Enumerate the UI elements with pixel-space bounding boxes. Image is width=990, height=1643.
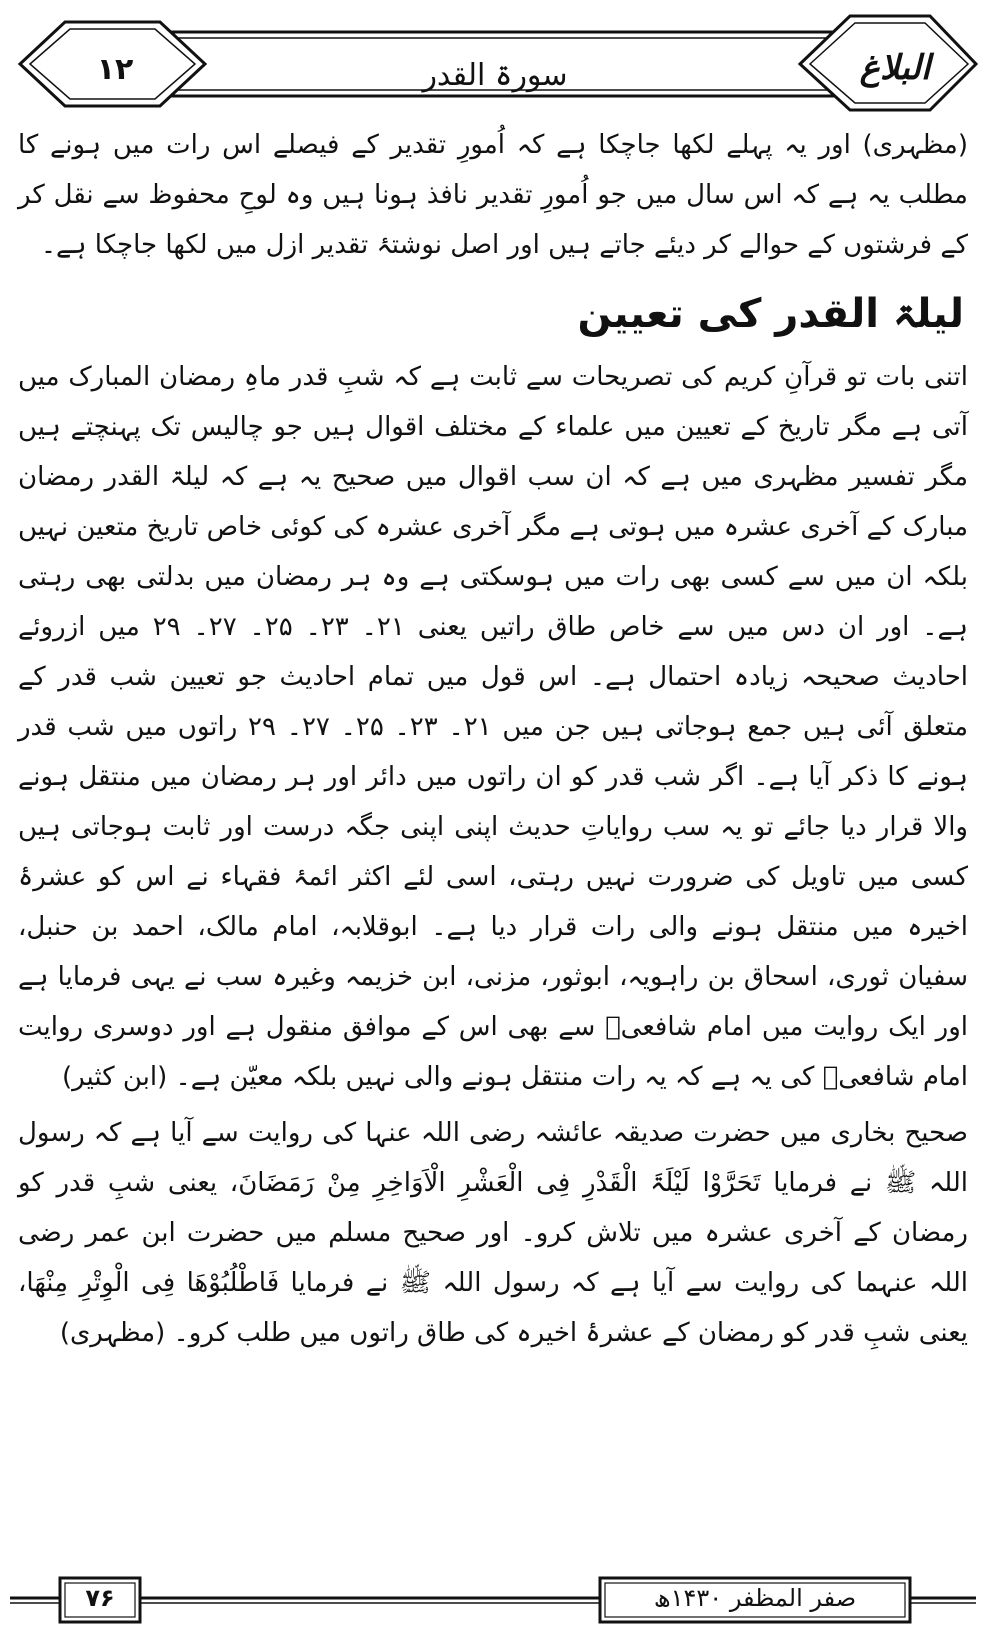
main-paragraph: اتنی بات تو قرآنِ کریم کی تصریحات سے ثابت ہے کہ شبِ قدر ماہِ رمضان المبارک میں آتی ہے مگر تاریخ کے تعیین میں علماء کے مختلف اقوال ہیں جو چالیس تک پہنچتے ہیں مگر تفسیر مظہری میں ہے کہ ان سب اقوال میں صحیح یہ ہے کہ لیلۃ القدر رمضان مبارک کے آخری عشرہ میں ہوتی ہے مگر آخری عشرہ کی کوئی خاص تاریخ متعین نہیں بلکہ ان میں سے کسی بھی رات میں ہوسکتی ہے وہ ہر رمضان میں بدلتی بھی رہتی ہے۔ اور ان دس میں سے خاص طاق راتیں یعنی ۲۱۔ ۲۳۔ ۲۵۔ ۲۷۔ ۲۹ میں ازروئے احادیث صحیحہ زیادہ احتمال ہے۔ اس قول میں تمام احادیث جو تعیین شب قدر کے متعلق آئی ہیں جمع ہوجاتی ہیں جن میں ۲۱۔ ۲۳۔ ۲۵۔ ۲۷۔ ۲۹ راتوں میں شب قدر ہونے کا ذکر آیا ہے۔ اگر شب قدر کو ان راتوں میں دائر اور ہر رمضان میں منتقل ہونے والا قرار دیا جائے تو یہ سب روایاتِ حدیث اپنی اپنی جگہ درست اور ثابت ہوجاتی ہیں کسی میں تاویل کی ضرورت نہیں رہتی، اسی لئے اکثر ائمۂ فقہاء نے اس کو عشرۂ اخیرہ میں منتقل ہونے والی رات قرار دیا ہے۔ ابوقلابہ، امام مالک، احمد بن حنبل، سفیان ثوری، اسحاق بن راہویہ، ابوثور، مزنی، ابن خزیمہ وغیرہ سب نے یہی فرمایا ہے اور ایک روایت میں امام شافعیؒ سے بھی اس کے موافق منقول ہے اور دوسری روایت امام شافعیؒ کی یہ ہے کہ یہ رات منتقل ہونے والی نہیں بلکہ معیّن ہے۔ (ابن کثیر) [18, 362, 969, 1092]
folio-number: ۷۶ [85, 1584, 115, 1612]
page-number: ١٢ [96, 52, 134, 87]
hadith-paragraph: صحیح بخاری میں حضرت صدیقہ عائشہ رضی اللہ عنہا کی روایت سے آیا ہے کہ رسول اللہ ﷺ نے فرمایا تَحَرَّوْا لَیْلَۃَ الْقَدْرِ فِی الْعَشْرِ الْاَوَاخِرِ مِنْ رَمَضَانَ، یعنی شبِ قدر کو رمضان کے آخری عشرہ میں تلاش کرو۔ اور صحیح مسلم میں حضرت ابن عمر رضی اللہ عنہما کی روایت سے آیا ہے کہ رسول اللہ ﷺ نے فرمایا فَاطْلُبُوْهَا فِی الْوِتْرِ مِنْهَا، یعنی شبِ قدر کو رمضان کے عشرۂ اخیرہ کی طاق راتوں میں طلب کرو۔ (مظہری) [18, 1118, 968, 1348]
page-footer [10, 1570, 978, 1630]
surah-title: سورۃ القدر [422, 58, 568, 93]
magazine-logo: البلاغ [859, 48, 931, 88]
intro-paragraph: (مظہری) اور یہ پہلے لکھا جاچکا ہے کہ اُمورِ تقدیر کے فیصلے اس رات میں ہونے کا مطلب یہ ہے کہ اس سال میں جو اُمورِ تقدیر نافذ ہونا ہیں وہ لوحِ محفوظ سے نقل کر کے فرشتوں کے حوالے کر دیئے جاتے ہیں اور اصل نوشتۂ تقدیر ازل میں لکھا جاچکا ہے۔ [18, 130, 968, 260]
article-body [18, 120, 968, 1358]
issue-date: صفر المظفر ۱۴۳۰ھ [653, 1584, 857, 1612]
page-header [10, 14, 978, 112]
section-heading: لیلۃ القدر کی تعیین [577, 291, 964, 337]
